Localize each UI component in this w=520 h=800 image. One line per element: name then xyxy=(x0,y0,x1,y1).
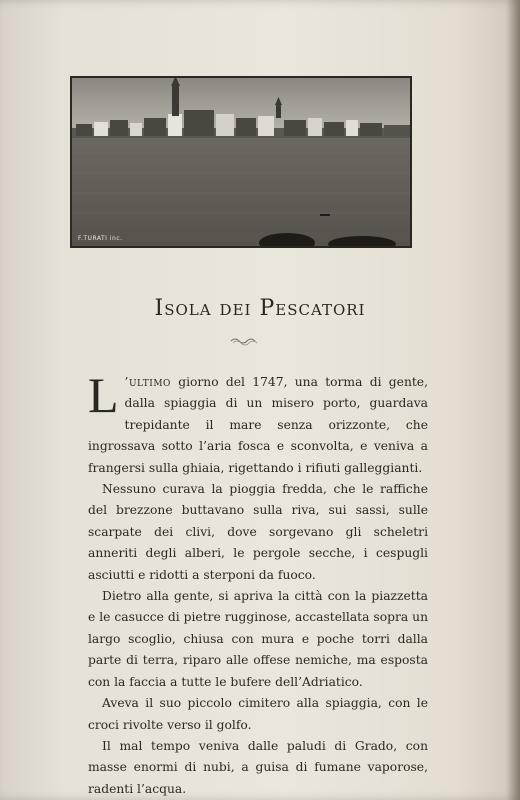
chapter-title: Isola dei Pescatori xyxy=(154,296,366,321)
town-illustration xyxy=(70,76,412,248)
drop-cap: L xyxy=(88,367,119,423)
paragraph-4: Aveva il suo piccolo cimitero alla spiaggia, con le croci rivolte verso il golfo. xyxy=(88,696,428,732)
town-engraving xyxy=(72,78,410,246)
lead-word: ’ultimo xyxy=(124,375,171,389)
paragraph-3: Dietro alla gente, si apriva la città con la piazzetta e le casucce di pietre rugginose, accastellata sopra un largo scoglio, chiusa con mura e poche torri dalla parte di terra, riparo alle offese nemiche, ma esposta con la faccia a tutte le bufere dell’Adriatico. xyxy=(88,589,428,689)
engraver-signature: F.TURATI inc. xyxy=(78,235,123,242)
paragraph-text: giorno del 1747, una torma di gente, dalla spiaggia di un misero porto, guardava trepidante il mare senza orizzonte, che ingrossava sotto l’aria fosca e sconvolta, e veniva a frangersi sulla ghiaia, rigettando i rifiuti galleggianti. xyxy=(88,375,428,475)
paragraph-1 xyxy=(88,367,428,479)
paragraph-5: Il mal tempo veniva dalle paludi di Grado, con masse enormi di nubi, a guisa di fumane vaporose, radenti l’acqua. xyxy=(88,738,428,796)
ornament-divider xyxy=(229,336,259,346)
paragraph-2: Nessuno curava la pioggia fredda, che le raffiche del brezzone buttavano sulla riva, sui sassi, sulle scarpate dei clivi, dove sorgevano gli scheletri anneriti degli alberi, le pergole secche, i cespugli asciutti e ridotti a sterponi da fuoco. xyxy=(88,482,428,582)
chapter-body xyxy=(88,367,428,800)
